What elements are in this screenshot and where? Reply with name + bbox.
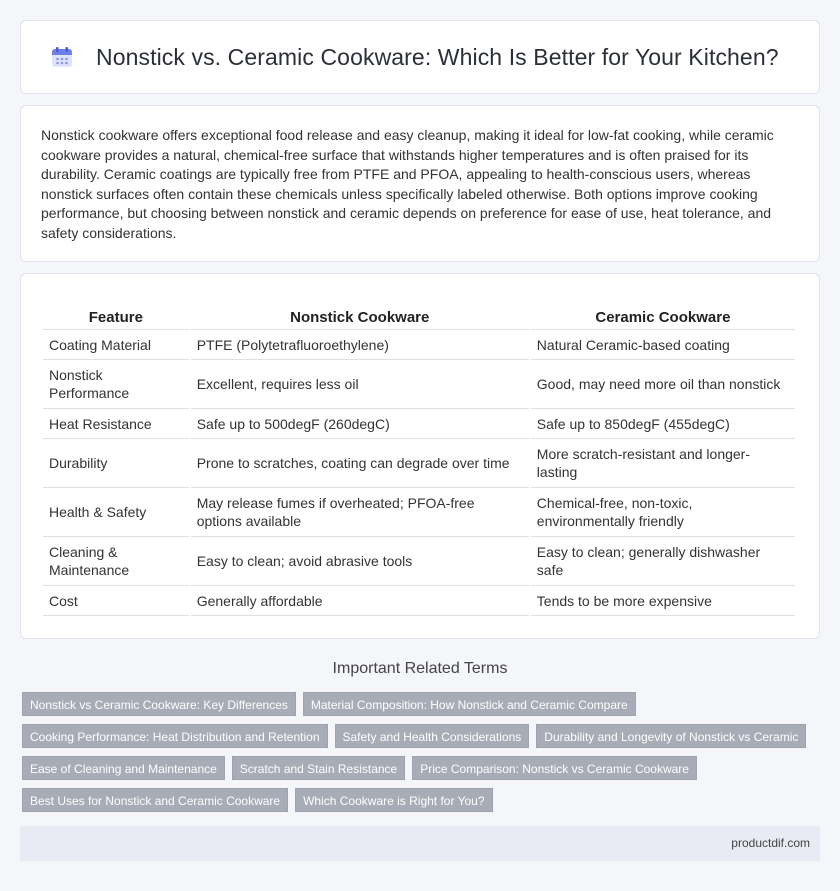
feature-cell: Heat Resistance [43,409,189,439]
table-row [43,409,795,439]
tag-link[interactable]: Cooking Performance: Heat Distribution and Retention [22,724,328,748]
table-row [43,537,795,586]
feature-cell: Coating Material [43,330,189,360]
table-row [43,488,795,537]
tag-link[interactable]: Price Comparison: Nonstick vs Ceramic Cookware [412,756,697,780]
related-terms-title: Important Related Terms [332,660,508,677]
page-title: Nonstick vs. Ceramic Cookware: Which Is Better for Your Kitchen? [96,43,779,70]
ceramic-cell: Tends to be more expensive [531,586,795,616]
ceramic-cell: Good, may need more oil than nonstick [531,360,795,409]
feature-cell: Nonstick Performance [43,360,189,409]
feature-cell: Durability [43,439,189,488]
column-header-ceramic: Ceramic Cookware [531,304,795,330]
nonstick-cell: Excellent, requires less oil [191,360,529,409]
table-row [43,360,795,409]
feature-cell: Cost [43,586,189,616]
ceramic-cell: Safe up to 850degF (455degC) [531,409,795,439]
nonstick-cell: Prone to scratches, coating can degrade over time [191,439,529,488]
feature-cell: Health & Safety [43,488,189,537]
ceramic-cell: Chemical-free, non-toxic, environmentally friendly [531,488,795,537]
feature-cell: Cleaning & Maintenance [43,537,189,586]
tag-link[interactable]: Best Uses for Nonstick and Ceramic Cookware [22,788,288,812]
table-row [43,586,795,616]
table-row [43,439,795,488]
footer [20,826,820,861]
table-row [43,330,795,360]
nonstick-cell: PTFE (Polytetrafluoroethylene) [191,330,529,360]
comparison-table [41,304,797,616]
nonstick-cell: Safe up to 500degF (260degC) [191,409,529,439]
nonstick-cell: Easy to clean; avoid abrasive tools [191,537,529,586]
tag-link[interactable]: Ease of Cleaning and Maintenance [22,756,225,780]
intro-section [20,105,820,262]
related-terms-tags [22,692,822,820]
tag-row [22,788,822,812]
column-header-feature: Feature [43,304,189,330]
tag-link[interactable]: Material Composition: How Nonstick and Ceramic Compare [303,692,636,716]
table-header-row [43,304,795,330]
header [20,20,820,94]
ceramic-cell: More scratch-resistant and longer-lasting [531,439,795,488]
tag-link[interactable]: Durability and Longevity of Nonstick vs Ceramic [536,724,806,748]
ceramic-cell: Natural Ceramic-based coating [531,330,795,360]
tag-link[interactable]: Nonstick vs Ceramic Cookware: Key Differences [22,692,296,716]
footer-site-name: productdif.com [731,836,810,850]
tag-row [22,756,822,780]
tag-link[interactable]: Which Cookware is Right for You? [295,788,492,812]
tag-link[interactable]: Safety and Health Considerations [335,724,530,748]
intro-paragraph: Nonstick cookware offers exceptional food release and easy cleanup, making it ideal for low-fat cooking, while ceramic cookware provides a natural, chemical-free surface that withstands higher temperatures and is often praised for its durability. Ceramic coatings are typically free from PTFE and PFOA, appealing to health-conscious users, whereas nonstick surfaces often contain these chemicals unless specifically labeled otherwise. Both options improve cooking performance, but choosing between nonstick and ceramic depends on preference for ease of use, heat tolerance, and safety considerations. [41,127,774,241]
column-header-nonstick: Nonstick Cookware [191,304,529,330]
calendar-icon [50,45,74,69]
tag-link[interactable]: Scratch and Stain Resistance [232,756,405,780]
comparison-section [20,273,820,639]
nonstick-cell: May release fumes if overheated; PFOA-free options available [191,488,529,537]
nonstick-cell: Generally affordable [191,586,529,616]
ceramic-cell: Easy to clean; generally dishwasher safe [531,537,795,586]
tag-row [22,724,822,748]
tag-row [22,692,822,716]
